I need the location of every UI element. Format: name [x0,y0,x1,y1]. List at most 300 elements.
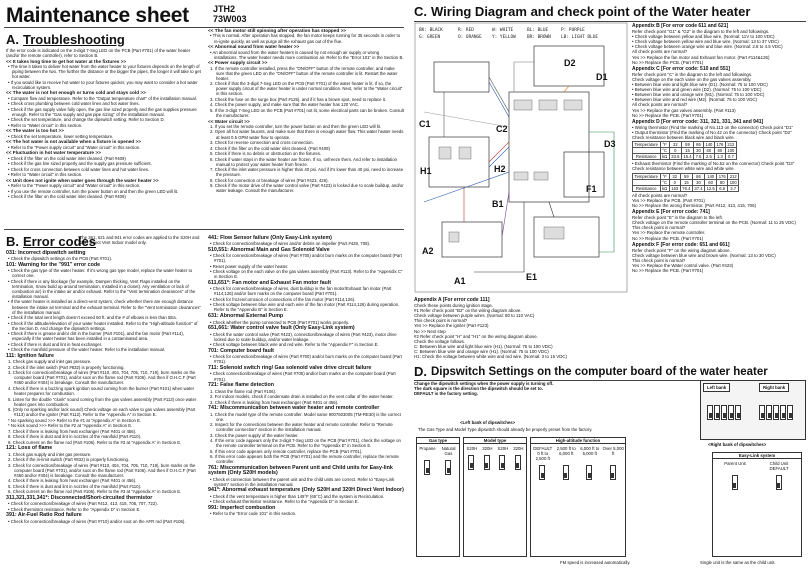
left-bank-label: Left bank [703,383,730,392]
altitude-opt-1: DEFAULT 0 ft to 2,500 ft [533,446,553,461]
error-code-line: 941*: Abnormal exhaust temperature (Only S20H and 320H Direct Vent Indoor) [208,487,404,494]
troubleshooting-line: << The water is too hot >> [6,128,64,134]
error-code-line: • Check if there is dust and lint in heat exchanger. [8,341,103,347]
troubleshooting-line: • The time it takes to deliver hot water from the water heater to your fixtures depends on the length of piping between the two. The further the distance or the bigger the pipes, the longer it will take to get hot water. [8,64,201,80]
troubleshooting-line: 2. Open all hot water faucets, and make sure that there is enough water flow. This water heater needs at least 0.5 GPM water flow to operate. [210,129,404,140]
section-b-letter: B. [6,234,19,249]
intro-line-3: DEFAULT is the factory setting. [414,391,478,396]
appendix-line: This check point is normal? [632,257,686,263]
error-code-line: • Check if the total vent length doesn't exceed 50 ft. and the # of elbows is less than 5Ea. [8,315,177,321]
appendix-line: All check points are normal? [632,49,688,55]
table-cell: 100 [727,148,735,154]
troubleshooting-line: • An abnormal sound from the water heaters is caused by not enough air supply or wrong installations. The water heater needs more combustion air. Refer to the "Error 101" in the Section B. [210,49,404,60]
point-b1: B1 [492,199,504,209]
appendix-line: • Between blue wire and orange wire (M1). (Normal: 75 to 100 VDC) [632,92,765,98]
appendix-line: Appendix A [For error code 111] [414,297,490,303]
gas-type-natural: Natural Gas [441,446,456,456]
left-bank-footnote: FM speed is increased automatically. [560,560,631,565]
appendix-e-f [632,193,806,273]
error-code-line: • Check voltage between black wire and red wire. Refer to the "Appendix F" in Section E. [210,342,379,348]
error-code-line: 391: Air-Fuel Ratio Rod failure [6,512,82,519]
error-code-line: 3. Check if there is leaking from heat exchanger (Part #401 or 456). [210,399,339,405]
right-bank-switches [759,405,794,425]
appendix-line: No >> Replace the PCB. (Part #701) [632,112,704,118]
appendix-line: No >> Replace the PCB. (Part #701) [632,235,704,241]
model-opt-3: S20H [497,446,509,451]
model-number [213,4,247,24]
error-code-line: • Check for connection/breakage of wires, dust buildup in the fan motor/Exhaust fan motor (Part #114,126) and/or burn marks on the computer board (Part #701). [210,286,392,297]
error-code-line: 2. For indoor models, check if condensate drain is installed on the vent collar of the water heater. [210,394,394,400]
appendix-line [414,359,628,360]
legend-br: BR: BROWN [527,35,551,40]
troubleshooting-line: 8. Check for connection or breakage of wires (Part #423, 426). [210,177,329,183]
troubleshooting-line: 6. Check if water stays in the water heater are frozen. If so, unfreeze them. And refer to installation manual to protect your water heater from freeze. [210,156,398,167]
model-line-1: JTH2 [213,4,236,14]
high-altitude-title: High-altitude function [531,438,625,444]
troubleshooting-line: 3. Check the fuse on the surge box (Part #125), and if it has a brown spot, need to replace it. [210,96,387,102]
section-d-intro [414,381,684,396]
table-cell: °C [660,179,669,185]
appendix-line: Yes >> Replace the igniter (Part #123) [414,323,489,329]
troubleshooting-line: 9. Check if the motor drive of the water control valve (Part #423) is locked due to scale buildup, and/or water leakage. Consult the manufacturer. [210,183,404,194]
appendix-line: Appendix B [For error code 611 and 621] [632,23,729,29]
troubleshooting-line: • Compare flow and temperature. Refer to the "Output temperature chart" of the installation manual. [8,95,197,101]
altitude-opt-3: 6,000 ft to 5,000 ft [580,446,600,456]
table-cell: 80 [714,148,725,154]
error-code-line: • Check the manifold pressure of the water heater. Refer to the installation manual. [8,347,165,353]
error-code-line: • Check if there is any blockage (for example, Dampen thicking, Vent Flaps installed on the termination, Snow build up around termination, Installed in a closet). Any ventilation or lack of combustion air) in the intake air and/or exhaust. Refer to the "Vent termination clearances" of the installation manual. [8,278,196,299]
error-code-line: • Check for connection/breakage of wires and/or debris on impeller (Part #429, 708). [210,240,371,246]
appendix-line: Refer check point "F" on the wiring diagram above. [632,247,731,253]
section-a-col-left [6,48,202,226]
table-cell: Resistance [633,154,661,160]
appendix-line: Check voltage between blue wire and brown wire. (Normal: 13 to 30 VDC) [632,252,776,258]
appendix-line: Check the voltage follows. [414,338,466,344]
table-cell: 37.4 [694,185,703,191]
point-a2: A2 [422,246,434,256]
troubleshooting-line: 4. Check if the filter on the cold water inlet cleaned. (Part #409) [210,145,330,151]
easy-link-parent: Parent Unit [724,461,746,466]
gas-type-panel [416,437,460,557]
model-opt-1: S20H [466,446,478,451]
table-cell: 6.6 [717,185,728,191]
error-code-line: 8. Check if there is dust and lint in nozzles of the manifold (Part #110). [8,434,142,440]
table-cell: °C [660,148,669,154]
troubleshooting-line: 5. If the 3-digit 7-Seg LED on the PCB (Part #701) not lit, some electrical parts can be broken. Consult the manufacturer. [210,107,404,119]
table-row [633,185,739,191]
section-c-letter: C. [414,4,427,19]
error-code-line: * No sparking sound >>> Refer to the #1 at "Appendix A" in Section E. [8,417,142,423]
legend-o: O: ORANGE [458,35,482,40]
appendix-line: Check resistance between black wire and black wire. [632,134,735,140]
model-type-panel [463,437,527,557]
point-c1: C1 [419,119,431,129]
left-bank-switches [707,405,742,425]
troubleshooting-line: 1. If you set the remote controller, turn the power button on and then the green LED will lit. [210,123,382,129]
point-d3: D3 [604,139,616,149]
error-code-line: • Check for connection/breakage of wires (Part #705) and/or burn marks on the computer board (Part #701). [210,253,402,264]
troubleshooting-line: << Water circuit >> [208,118,250,124]
appendix-line: Yes >> Replace the PCB. (Part #701) [632,197,705,203]
table-cell: 30 [692,179,704,185]
appendix-line: C: Between blue wire and light blue wire (H1). (Normal: 75 to 100 VDC) [414,343,553,349]
error-code-line: • Check thermistor resistance. Refer to the "Appendix D" in Section E. [8,506,141,512]
thermistor-table-1 [632,141,737,160]
easy-link-child: Child Unit DEFAULT [769,461,789,471]
section-b-note: *The 361, 621 and 941 error codes are applied to the S20H and 320H Direct Vent Indoor model only. [78,235,200,245]
table-cell: kΩ [662,185,668,191]
appendix-line: • Between blue wire and light blue wire (D1). (Normal: 75 to 100 VDC) [632,82,768,88]
error-code-line: • Check the dipswitch settings on the PCB (Part #701). [8,255,112,261]
error-code-line: 761: Miscommunication between Parent unit and Child units for Easy-link system (Only S20H models) [208,465,393,477]
appendix-line: • Check voltage between orange wire and blue wire. (Normal: 2.8 to 4.5 VDC) [632,44,783,50]
table-cell: 33.6 [671,154,680,160]
appendix-line: Yes >> Replace the fan motor and Exhaust fan motor. (Part #114&126) [632,54,770,60]
appendix-line: All check points are normal? [632,102,688,108]
error-code-line: • Check if the vent temperature is higher than 149°F (65°C) and the system is Recirculation. [210,493,385,499]
legend-g: G: GREEN [419,35,441,40]
altitude-opt-4: Over 5,000 ft [602,446,624,456]
error-code-line: 611,651*: Fan motor and Exhaust Fan motor fault [208,279,332,286]
appendix-line: Appendix E [For error code: 741] [632,209,710,216]
error-code-line: 991: Imperfect combustion [208,504,276,511]
troubleshooting-line: 7. Check if the inlet water pressure is higher than 40 psi. And if it's lower than 40 psi, need to increase the pressure. [210,167,404,178]
error-code-line: • Check for connection/breakage of wires (Part #710) and/or soot on the AFR rod (Part #106). [8,518,186,524]
appendix-d-exhaust [632,161,806,171]
table-cell: 100 [729,179,737,185]
section-b-title: Error codes [23,234,96,249]
appendix-line: Appendix F [For error code: 651 and 661] [632,241,730,248]
troubleshooting-line: • Check cross plumbing between cold water lines and hot water lines. [8,101,140,107]
troubleshooting-line: 1. If the remote controller installed, press the "ON/OFF" button of the remote controller, and make sure that the green LED on the "ON/OFF" button of the remote controller is lit. Restart the water heater. [210,65,398,81]
troubleshooting-line: 3. Check for reverse connection and cross connection. [210,140,314,146]
easy-link-title: Easy-Link system [713,453,801,459]
error-code-line: 6. If this error code appears both the PCB (Part #701) and the remote controller, replace the remote controller. [210,454,399,465]
error-code-line: 111: Ignition failure [6,352,54,359]
error-code-line: 4. Check if there is a buzzing spark ignition sound coming from the burner (Part #101) when water heater prepares for combustion. [8,385,195,397]
section-c-header [414,4,806,22]
error-code-line: 701: Computer board fault [208,347,274,354]
table-row [633,142,737,148]
troubleshooting-line: << Power supply circuit >> [208,60,268,66]
error-code-line: 5. Listen for the double "clunk" sound coming from the gas valves assembly (Part #113) once water heater goes into combustion. [8,396,197,407]
error-code-line: 101: Warning for the "991" error code [6,261,101,268]
error-code-line: • Check for frozen/corrosion of connections of the fan motor (Part #114,126). [210,296,356,302]
point-a1: A1 [454,276,466,286]
appendix-line: Check resistance between white wire and white wire. [632,166,735,172]
table-row [633,154,737,160]
appendix-line: • Wiring thermistor (Find the marking of No.113 on the connector) Check point "D1" [632,124,793,130]
altitude-opt-2: 2,500 ft to 6,000 ft [556,446,576,456]
troubleshooting-line: << It takes long time to get hot water at the fixtures >> [6,58,127,64]
error-code-line: 4. If the error code appears only the 3-digit 7-Seg LED on the PCB (Part #701), check the voltage on the remote controller terminal on the PCB. Refer to the "Appendix E" in Section E. [210,438,401,449]
error-code-line: 1. Check the model type of the remote controller. Model name 9007603005 (TM-RE30) is the correct one. [210,411,401,422]
appendix-line: No >> Replace the wrong thermistor. (Part #412, 413, 415, 706) [632,203,756,208]
legend-r: R: RED [458,28,474,33]
model-opt-2: 320H [482,446,493,451]
high-altitude-panel [530,437,626,557]
table-cell: 59 [680,173,692,179]
appendix-line: • Check voltage between yellow wire and blue wire. (Normal: 13 to 37 VDC) [632,39,779,45]
table-cell: °F [660,142,669,148]
table-cell: 86 [692,173,704,179]
table-row [633,173,739,179]
troubleshooting-line: • If you use the remote controller, turn the power button on and then the green LED will lit. [8,188,179,194]
model-type-title: Model type [464,438,526,444]
error-code-line: 1. Check gas supply and inlet gas pressure. [8,359,92,365]
table-cell: 32 [669,142,681,148]
point-f1: F1 [586,184,597,194]
legend-lb: LB: LIGHT BLUE [561,35,599,40]
error-code-line: • Reset power supply of the water heater. [210,263,289,269]
troubleshooting-line: 5. Check if there is no debris or obstruction on the fixtures. [210,151,322,157]
appendix-line: • Check voltage between yellow and blue wire. (Normal: 11V to 100 VDC) [632,34,775,40]
appendix-line: No >> Next step [414,328,446,334]
error-code-line: 7. Check if there is leaking from heat exchanger (Part #401 or 456). [8,428,137,434]
pcb-dipswitch-illustration [700,380,806,440]
right-bank-footnote: Single unit is the same as the child unit. [700,560,776,565]
error-code-line: • Check the gas type of the water heater. If it's wrong gas type model, replace the water heater to correct one. [8,268,193,279]
error-code-line: 6. Check current on the flame rod (Part #106). Refer to the #3 at "Appendix A" in Section E. [8,489,182,495]
gas-type-propane: Propane [419,446,436,451]
appendix-line: • Exhaust thermistor (Find the marking of No.52 on the connector) Check point "D3" [632,161,795,167]
appendix-line: Appendix D [For error code: 311, 321, 331, 341 and 941] [632,118,764,125]
appendix-line: Refer check point "G1" & "G2" in the diagram to the left and followings. [632,29,770,35]
error-code-line: 2. Check if the in-limit switch (Part #832) is properly functioning. [8,457,130,463]
troubleshooting-line: • Refer to "Water circuit" in this section. [8,172,83,178]
appendix-line: Check voltage between purple wires. (Normal: 80 to 110 VAC) [414,313,535,319]
appendix-line: Yes >> Replace the Water control valve. (Part #423) [632,263,734,269]
error-code-line: 6. (Only no sparking and/or lack sound) Check voltage on each valve to gas valves assembly (Part #113) and/or the igniter (Part #112). Refer to the "Appendix A" in Section E. [8,407,196,418]
table-cell: 7.6 [695,154,702,160]
table-cell: 140 [705,173,717,179]
appendix-line: Check voltage on the each valve on the gas valves assembly. [632,76,752,82]
section-b-col-right [208,234,404,581]
appendix-line: Yes >> Replace the gas valves assembly. (Part #113) [632,107,736,113]
point-c2: C2 [496,124,508,134]
section-a-col-right [208,28,404,226]
error-code-line: 311,321,331,341*: Disconnected/Short-circuited thermistor [6,494,153,501]
appendix-line: • Between blue wire and red wire (M2). (Normal: 75 to 100 VDC) [632,97,758,103]
error-code-line: 031: Incorrect dipswitch setting [6,249,86,256]
gas-type-title: Gas type [417,438,459,444]
troubleshooting-line: • Check the set temperature, lower setting temperature. [8,133,114,139]
table-cell: 80 [717,179,728,185]
troubleshooting-line: • Check if the gas line sized properly and the supply gas pressure sufficient. [8,161,152,167]
thermistor-table-2 [632,173,739,192]
troubleshooting-line: • Check if the filter on the cold water inlet cleaned. (Part #409) [8,155,126,161]
appendix-line: Check voltage on the remote controller terminal on the PCB. (Normal: 11 to 25 VDC) [632,220,796,226]
error-code-line: • Refer to the "Error code 101" in this section. [210,511,297,517]
table-cell: 176 [716,142,724,148]
error-code-line: • Check el connection between the parent unit and the child units are correct. Refer to "Easy-Link system" section in the installation manual. [210,476,395,487]
appendix-line: Check these points during ignition stage. [414,303,494,309]
troubleshooting-line: • Check for cross connection between cold water lines and hot water lines. [8,166,150,172]
troubleshooting-line: << The hot water is not available when a fixture is opened >> [6,139,141,145]
table-cell: 60 [705,179,717,185]
appendix-line: • Between blue wire and green wire (D2). (Normal: 75 to 100 VDC) [632,87,762,93]
appendix-line: C: Between blue wire and orange wire (H1). (Normal: 75 to 100 VDC) [414,348,549,354]
table-cell: 15 [680,179,692,185]
table-cell: kΩ [662,154,668,160]
intro-line-1: Change the dipswitch settings when the power supply is turning off. [414,381,554,386]
section-b-rule [4,229,404,230]
legend-bl: BL: BLUE [527,28,549,33]
left-bank-caption: <Left bank of dipswitches> [460,420,516,425]
troubleshooting-line: << Fluctuation in hot water temperature >> [6,150,101,156]
error-code-line: 631: Abnormal External Pump [208,313,284,320]
right-bank-label: Right bank [759,383,789,392]
table-cell: 0 [669,179,680,185]
troubleshooting-line: << Abnormal sound from water heater >> [208,44,300,50]
error-code-line: • Check for connection/breakage of wires (Part #700) and/or burn marks on the computer board (Part #701). [210,354,402,365]
appendix-line: This check point is normal? [414,318,468,324]
legend-w: W: WHITE [492,28,514,33]
error-code-line: 711: Solenoid switch ring/ Gas solenoid valve drive circuit failure [208,364,372,371]
appendix-line: #2 Refer check point "H" and "H1" on the wiring diagram above. [414,333,538,339]
error-code-line: 121: Loss of flame [6,445,53,452]
section-d-title: Dipswitch Settings on the computer board of the water heater [431,365,768,378]
table-cell: 60 [703,148,714,154]
error-code-line: • Check exhaust thermistor resistance. Refer to the "Appendix D" in Section E. [210,499,359,505]
error-code-line: 5. If this error code appears only remote controller, replace the PCB (Part #701). [210,448,363,454]
error-code-line: • If the water heater is installed as a direct-vent system, check whether there are enough distance between the intake air terminal and the exhaust terminal. Refer to the "Vent termination clearances" of the installation manual. [8,299,201,315]
troubleshooting-line: • Refer to "Water circuit" in this section. [8,122,83,128]
point-d2: D2 [564,58,576,68]
troubleshooting-line: << The water is not hot enough or turns cold and stays cold >> [6,90,146,96]
model-line-2: 73W003 [213,14,247,24]
appendix-line: No >> Replace the PCB. (Part #701) [632,268,704,274]
section-a-title: Troubleshooting [23,32,125,47]
troubleshooting-line: If the error code is indicated on the 3-digit 7-Seg LED on the PCB (Part #701) of the water heater (and/or the remote controller), refer to Section B. [6,48,191,59]
table-cell: 86 [694,142,704,148]
troubleshooting-line: << Unit does not ignite when water goes through the water heater >> [6,177,159,183]
troubleshooting-line: • This is normal. After operation has stopped, the fan motor keeps running for 35 seconds in order to re-ignite quickly, as well as purge all the exhaust gas out of the flue. [210,33,401,44]
error-code-line: 721: False flame detection [208,382,274,389]
error-code-line: 741: Miscommunication between water heater and remote controller [208,405,380,412]
table-cell: Temperature [634,173,659,179]
table-cell: 212 [729,173,737,179]
legend-bk: BK: BLACK [419,28,443,33]
table-cell: 163 [671,185,679,191]
appendix-right [632,22,806,362]
section-c-title: Wiring Diagram and check point of the Water heater [431,4,751,19]
appendix-line: No >> Replace the PCB. (Part #701) [632,59,704,65]
appendix-line: This check point is normal? [632,225,686,231]
intro-line-2: The dark square is the direction the dipswitch should be set to. [414,386,543,391]
table-cell: 30 [694,148,704,154]
troubleshooting-line: 4. Check the power supply, and make sure that the water heater has 120 VAC. [210,102,360,108]
troubleshooting-line: • Check the set temperature, and change the dipswitch setting. Refer to Section D. [8,117,165,123]
point-e1: E1 [526,272,538,282]
point-h2: H2 [494,164,506,174]
error-code-line: 2. Check if the inlet switch (Part #832) is properly functioning. [8,364,125,370]
legend-y: Y: YELLOW [492,35,516,40]
troubleshooting-line: • Refer to the "Power supply circuit" and "Water circuit" in this section. [8,183,141,189]
section-b-col-left [6,249,202,581]
troubleshooting-line: • Check if the filter on the cold water inlet cleaned. (Part #409) [8,194,126,200]
appendix-line: • Output thermistor (Find the marking of No.42 on the connector) Check point "D2" [632,129,792,135]
table-cell: 76.4 [682,185,691,191]
troubleshooting-line: • If you would like to receive hot water to your fixtures quicker, you may want to consider a hot water recirculation system. [8,79,198,90]
section-d-letter: D. [414,364,427,379]
appendix-line: Refer check point "C" in the diagram to the left and followings. [632,71,753,77]
error-code-line: 5. Check if there is dust and lint in nozzles of the manifold (Part #110). [8,483,142,489]
error-code-line: 9. Check current on the flame rod (Part #106). Refer to the #3 at "Appendix A" in Section E. [8,439,182,445]
table-cell: 59 [681,142,693,148]
error-code-line: 3. Check for connection/breakage of wires (Part #110, 404, 704, 705, 710, 719), burn marks on the computer board (Part #701), and/or soot on the flame rod (Part #106). And then if O.H.C.F (Part #460 and/or #404) is breakage. Consult the manufacturer. [8,370,196,386]
error-code-line: • Check whether the pump connected to PCB (Part #701) works properly. [210,319,349,325]
model-opt-4: 320H [513,446,524,451]
appendix-a [414,296,628,360]
table-cell: 0.7 [725,154,736,160]
appendix-line: All check points are normal? [632,192,688,198]
troubleshooting-line: • Check if the gas supply valve fully open, the gas line sized properly and the gas supplies pressure enough. Refer to the "Gas supply and gas pipe sizing" of the installation manual. [8,106,197,117]
troubleshooting-line: • Refer to the "Power supply circuit" and "Water circuit" in this section. [8,144,141,150]
error-code-line: • Check voltage between blue wire and each wire of the fan motor (Part #114,126) during operation. Refer to the "Appendix B" in Section E. [210,302,400,313]
error-code-line: • Check for connection/breakage of wires (Part #412, 413, 415, 705, 707, 722). [8,501,158,507]
error-code-line: • Check connection/breakage of wires (Part #705) and/or burn marks on the computer board (Part #701). [210,371,396,382]
error-code-line: • Check voltage on the each valve on the gas valves assembly (Part #113). Refer to the "Appendix C" in Section E. [210,269,403,280]
table-cell: Temperature [634,142,659,148]
error-code-line: • Check if there is grease and/or dirt in the burner (Part #101), and the fan motor (Part #114), especially if the water heater has been installed in a contaminated area. [8,331,185,342]
appendix-line: #1 Refer check point "B2" on the wiring diagram above. [414,308,522,314]
error-code-line: * No kick sound >>> Refer to the #2 at "Appendix A" in Section E. [8,423,133,429]
point-h1: H1 [420,166,432,176]
table-cell: 12.5 [706,185,715,191]
error-code-line: 3. Check the power supply of the water heater. [210,432,299,438]
wiring-diagram [414,22,628,293]
easy-link-panel [712,452,802,557]
table-cell: 0 [669,148,681,154]
appendix-line: Appendix C [For error code: 510 and 551] [632,65,731,72]
table-cell: 3.7 [728,185,739,191]
appendix-line: Refer check point "E" in the diagram to the left. [632,215,723,221]
error-code-line: 3. Check for connection/breakage of wires (Part #110, 404, 704, 705, 710, 719), burn marks on the computer board (Part #701), and/or soot on the flame rod (Part #106). And then if O.H.C.F (Part #460 and/or #404) is breakage. Consult the manufacturer. [8,462,196,478]
error-code-line: 651,661: Water control valve fault (Only Easy-Link system) [208,325,355,332]
appendix-b-c-d [632,24,806,140]
section-a-header [6,32,125,47]
legend-p: P: PURPLE [561,28,585,33]
table-cell: 15.4 [683,154,692,160]
table-cell: 2.5 [703,154,714,160]
error-code-line: • Check the water control valve (Part #423), connection/breakage of wires (Part #423), motor drive locked due to scale buildup, and/or water leakage. [210,331,397,342]
section-a-letter: A. [6,32,19,47]
section-d-header [414,364,806,381]
left-bank-caption-2: The Gas Type and Model Type dipswitch should already be properly preset from the factory. [418,427,593,432]
table-cell: 212 [727,142,735,148]
error-code-line: 441: Flow Sensor failure (Only Easy-Link system) [208,234,332,241]
table-cell: 140 [705,142,713,148]
table-cell: 176 [718,173,726,179]
table-cell: °F [660,173,669,179]
error-code-line: 1. Clean the flame rod (Part #106). [210,388,277,394]
error-code-line: • Check if the altitude/elevation of your water heater installed. Refer to the "High-altitude function" of the Section D. And change the dipswitch settings. [8,320,198,331]
error-code-line: 510,551: Abnormal Main and Gas Solenoid Valve [208,246,330,253]
table-cell: 1.3 [714,154,725,160]
appendix-line: H1: Check the voltage between white wire and red wire. (Normal: 3 to 15 VDC) [414,354,568,360]
appendix-line: Yes >> Replace the remote controller. [632,230,706,236]
page-title: Maintenance sheet [6,4,189,27]
troubleshooting-line: << The fan motor still spinning after operation has stopped >> [208,28,347,33]
table-cell: Resistance [633,185,661,191]
table-cell: 32 [669,173,680,179]
troubleshooting-line: 2. Check if that the 3-digit 7-Seg LED on the PCB (Part #701) of the water heater is lit. If so, the power supply circuit of the water heater is under normal condition. Next, refer to the "Water circuit" in this section. [210,81,403,97]
error-code-line: 2. Inspect for the connections between the water heater and remote controller. Refer to "Remote controller connection" section in the installation manual. [210,422,393,433]
table-cell: 15 [681,148,693,154]
error-code-line: 1. Check gas supply and inlet gas pressure. [8,451,92,457]
right-bank-caption: <Right bank of dipswitches> [708,442,767,447]
